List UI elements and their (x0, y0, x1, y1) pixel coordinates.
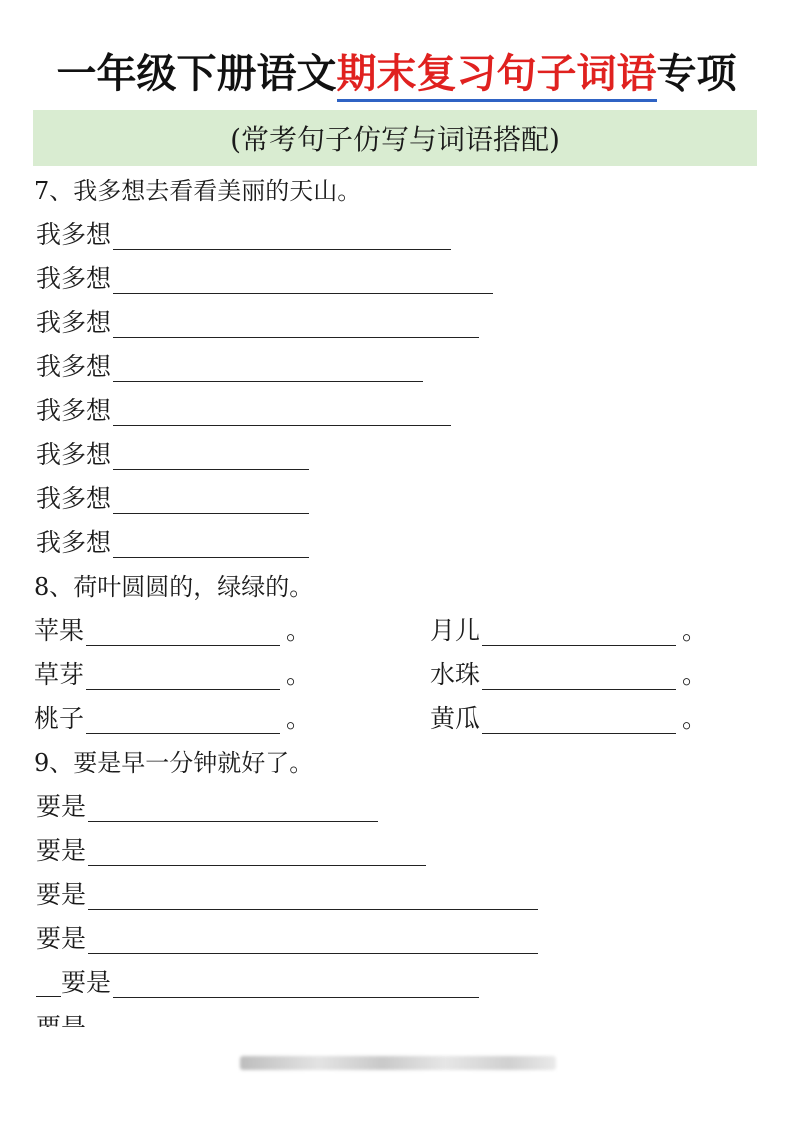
question-8-prompt: 8、荷叶圆圆的，绿绿的。 (34, 573, 314, 601)
answer-blank[interactable] (88, 887, 538, 910)
q7-line-label: 我多想 (36, 396, 112, 425)
q7-answer-line (36, 308, 479, 338)
q7-answer-line (36, 220, 451, 250)
page-title (0, 44, 793, 104)
answer-blank[interactable] (113, 271, 493, 294)
q8-word: 水珠 (430, 660, 481, 689)
q8-word: 桃子 (34, 704, 85, 733)
answer-blank[interactable] (482, 623, 676, 646)
answer-blank[interactable] (482, 711, 676, 734)
q9-answer-line (36, 924, 538, 954)
page-bottom-margin (0, 1027, 793, 1122)
answer-blank[interactable] (113, 535, 309, 558)
q7-line-label: 我多想 (36, 528, 112, 557)
question-7-prompt: 7、我多想去看看美丽的天山。 (34, 177, 362, 205)
q9-partial-line (36, 1013, 86, 1027)
q7-answer-line (36, 396, 451, 426)
q9-line-label: 要是 (36, 880, 87, 909)
q9-line-label: 要是 (36, 836, 87, 865)
answer-blank[interactable] (88, 843, 426, 866)
answer-blank[interactable] (113, 227, 451, 250)
q7-line-label: 我多想 (36, 220, 112, 249)
answer-blank[interactable] (113, 491, 309, 514)
q8-pair-item (430, 660, 707, 690)
q7-answer-line (36, 264, 493, 294)
answer-blank[interactable] (113, 315, 479, 338)
answer-blank[interactable] (113, 447, 309, 470)
answer-blank[interactable] (86, 711, 280, 734)
q8-word: 月儿 (430, 616, 481, 645)
q8-word: 黄瓜 (430, 704, 481, 733)
question-9-prompt: 9、要是早一分钟就好了。 (34, 749, 314, 777)
title-prefix: 一年级下册语文 (56, 51, 337, 97)
q8-word: 草芽 (34, 660, 85, 689)
q7-line-label: 我多想 (36, 440, 112, 469)
q8-word: 苹果 (34, 616, 85, 645)
answer-blank[interactable] (88, 799, 378, 822)
q7-line-label: 我多想 (36, 352, 112, 381)
q7-line-label: 我多想 (36, 484, 112, 513)
q9-line-label: 要是 (36, 924, 87, 953)
subtitle-text: (常考句子仿写与词语搭配) (230, 123, 560, 156)
q7-answer-line (36, 440, 309, 470)
q9-answer-line (36, 968, 479, 998)
answer-blank[interactable] (88, 931, 538, 954)
answer-blank[interactable] (482, 667, 676, 690)
q8-pair-item (430, 616, 707, 646)
q8-period: 。 (682, 616, 708, 645)
q8-period: 。 (682, 704, 708, 733)
q8-period: 。 (286, 660, 312, 689)
answer-blank[interactable] (86, 667, 280, 690)
subtitle-banner (33, 110, 757, 166)
q9-answer-line (36, 880, 538, 910)
q7-answer-line (36, 352, 423, 382)
answer-blank[interactable] (113, 359, 423, 382)
q9-answer-line (36, 836, 426, 866)
q7-line-label: 我多想 (36, 308, 112, 337)
q8-pair-item (34, 704, 311, 734)
q9-answer-line (36, 792, 378, 822)
title-highlight: 期末复习句子词语 (337, 51, 657, 102)
q7-line-label: 我多想 (36, 264, 112, 293)
q9-line-label: __要是 (36, 968, 112, 997)
q7-answer-line (36, 484, 309, 514)
answer-blank[interactable] (86, 623, 280, 646)
q8-pair-item (34, 616, 311, 646)
q8-pair-item (430, 704, 707, 734)
answer-blank[interactable] (113, 403, 451, 426)
title-suffix: 专项 (656, 51, 737, 97)
blurred-watermark (240, 1056, 556, 1070)
answer-blank[interactable] (113, 975, 479, 998)
q8-period: 。 (286, 616, 312, 645)
q9-line-label: 要是 (36, 792, 87, 821)
q8-period: 。 (286, 704, 312, 733)
q8-period: 。 (682, 660, 708, 689)
q8-pair-item (34, 660, 311, 690)
q7-answer-line (36, 528, 309, 558)
